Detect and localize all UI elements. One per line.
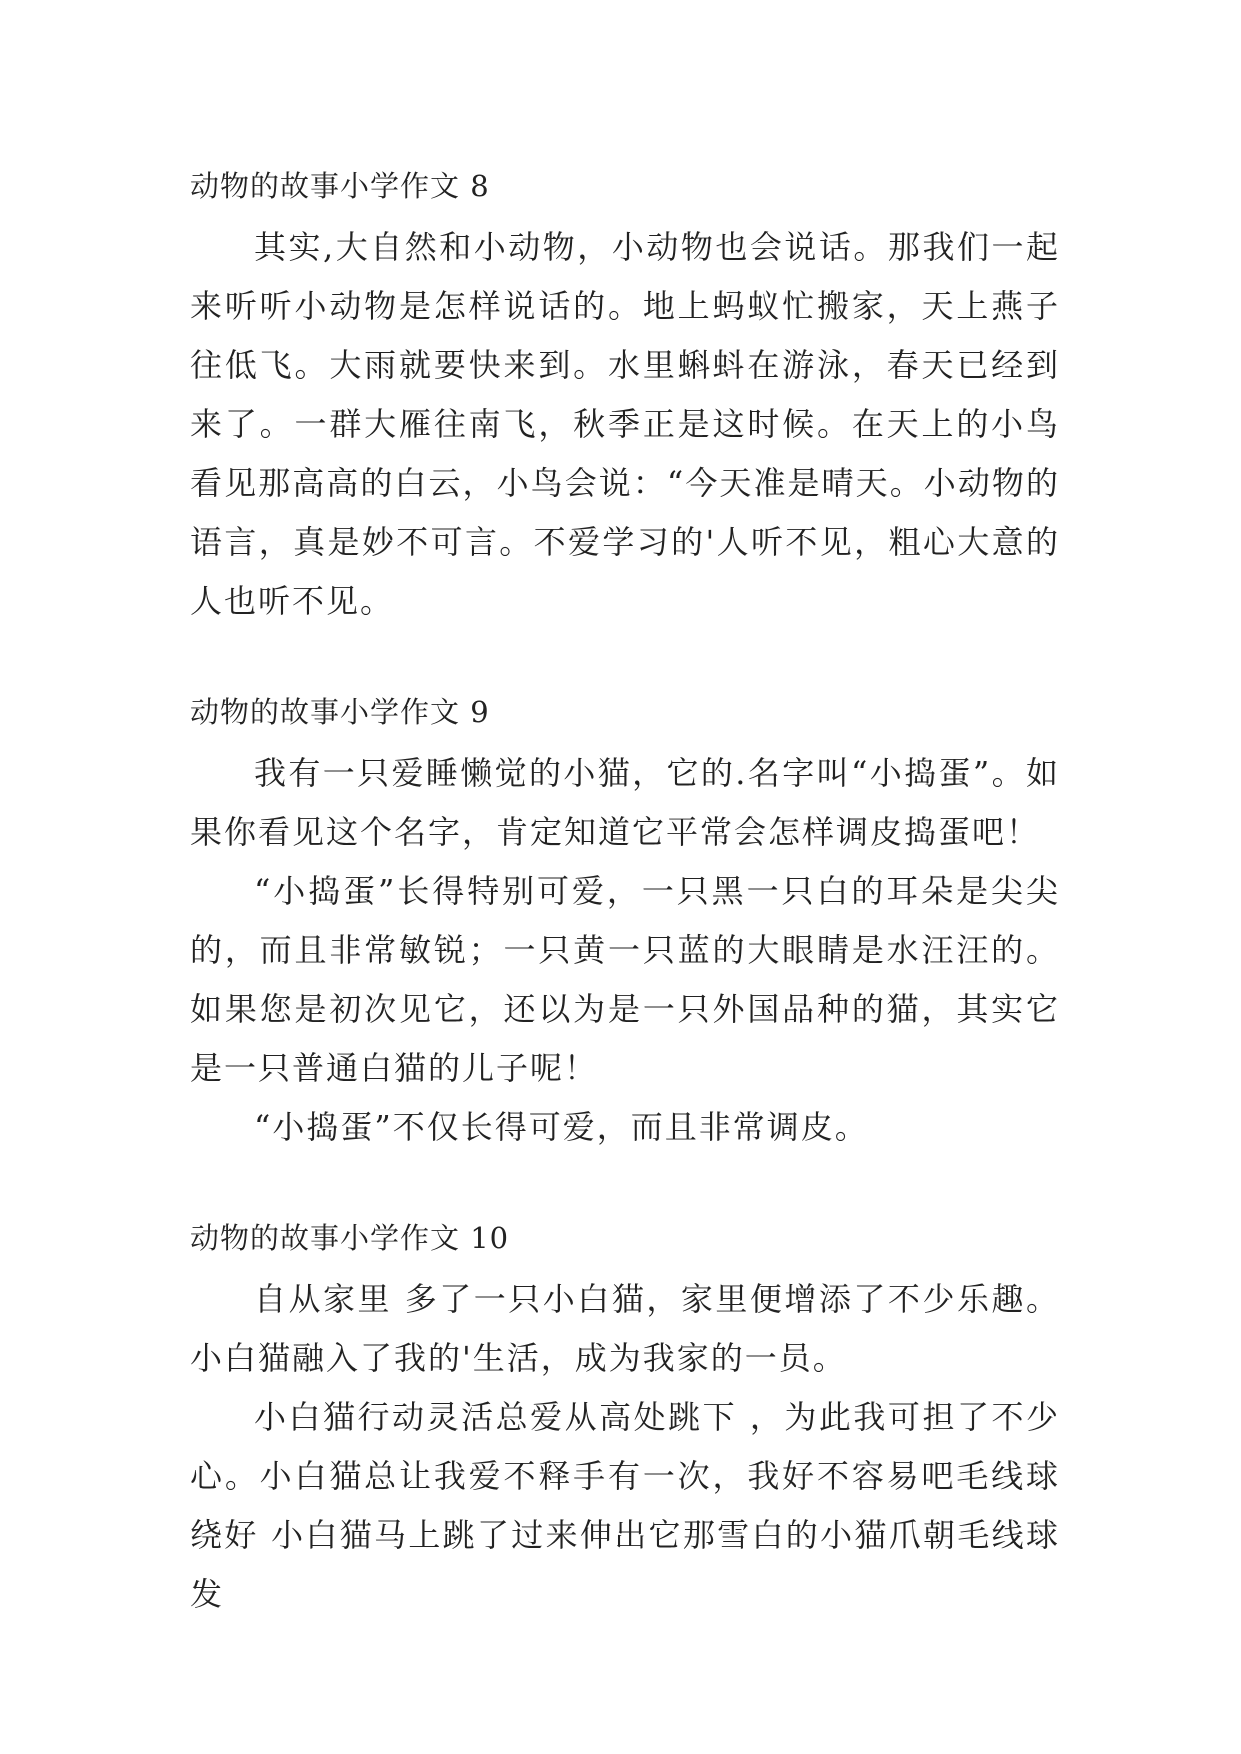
paragraph: 自从家里 多了一只小白猫，家里便增添了不少乐趣。小白猫融入了我的'生活，成为我家的一员。 (190, 1280, 1060, 1377)
paragraph: “小捣蛋”不仅长得可爱，而且非常调皮。 (254, 1108, 869, 1146)
section-heading: 动物的故事小学作文 10 (190, 1221, 510, 1255)
essay-section-8 (190, 166, 1060, 631)
paragraph: 其实,大自然和小动物，小动物也会说话。那我们一起来听听小动物是怎样说话的。地上蚂蚁忙搬家，天上燕子往低飞。大雨就要快来到。水里蝌蚪在游泳，春天已经到来了。一群大雁往南飞，秋季正是这时候。在天上的小鸟看见那高高的白云，小鸟会说：“今天准是晴天。小动物的语言，真是妙不可言。不爱学习的'人听不见，粗心大意的人也听不见。 (190, 228, 1060, 620)
section-heading: 动物的故事小学作文 8 (190, 169, 490, 203)
section-heading: 动物的故事小学作文 9 (190, 695, 490, 729)
essay-section-10 (190, 1218, 1060, 1624)
essay-section-9 (190, 692, 1060, 1157)
paragraph: “小捣蛋”长得特别可爱，一只黑一只白的耳朵是尖尖的，而且非常敏锐；一只黄一只蓝的大眼睛是水汪汪的。如果您是初次见它，还以为是一只外国品种的猫，其实它是一只普通白猫的儿子呢！ (190, 872, 1060, 1087)
paragraph: 我有一只爱睡懒觉的小猫，它的.名字叫“小捣蛋”。如果你看见这个名字，肯定知道它平常会怎样调皮捣蛋吧！ (190, 754, 1060, 851)
paragraph: 小白猫行动灵活总爱从高处跳下 ，为此我可担了不少心。小白猫总让我爱不释手有一次，我好不容易吧毛线球绕好 小白猫马上跳了过来伸出它那雪白的小猫爪朝毛线球发 (190, 1398, 1060, 1613)
